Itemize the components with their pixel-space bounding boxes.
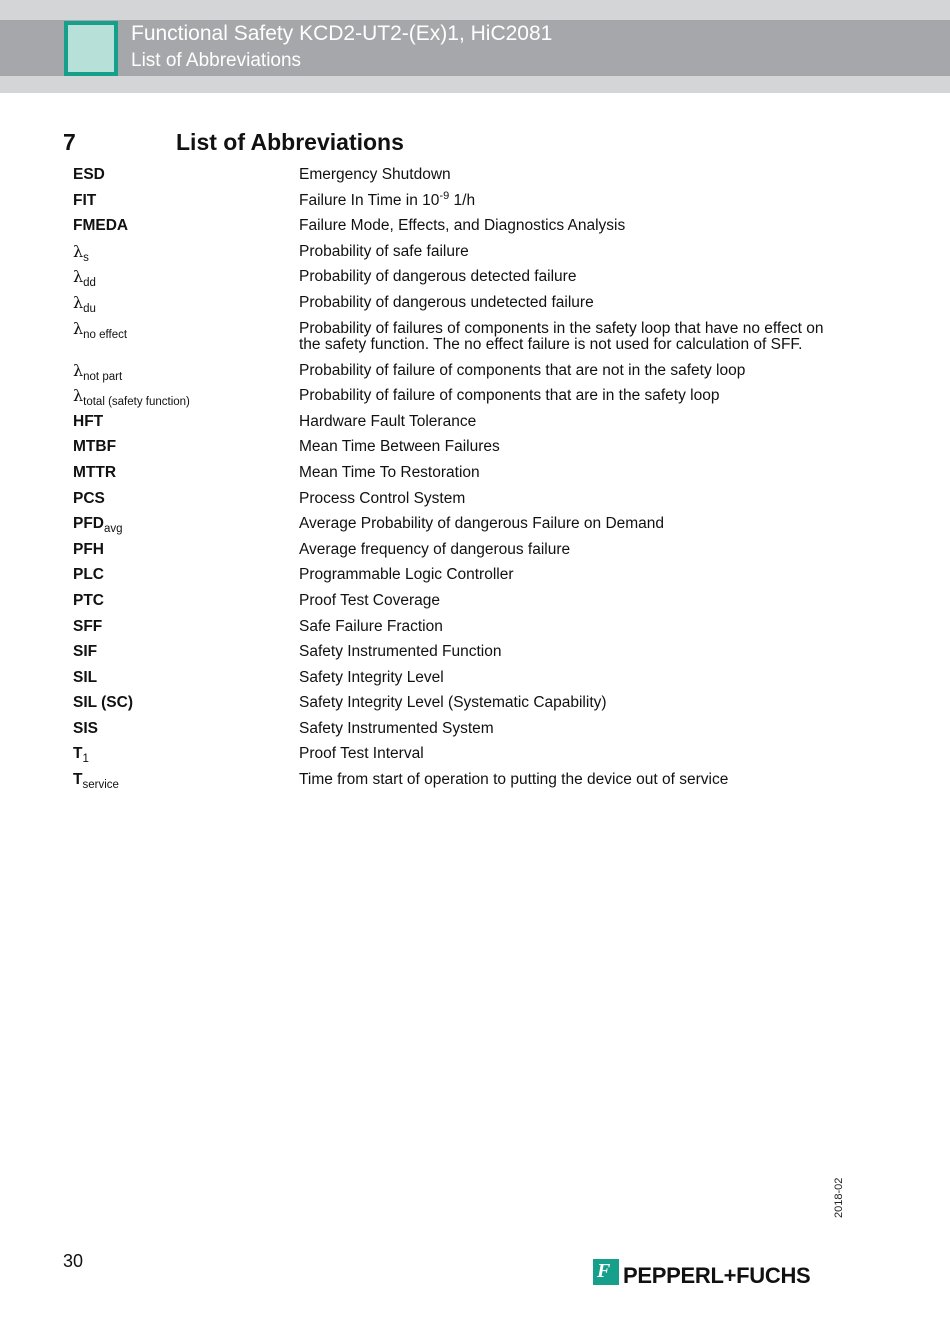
abbreviation-term: SIL (SC): [73, 694, 133, 712]
abbreviation-definition: Safety Instrumented Function: [299, 643, 502, 661]
abbreviation-definition: Average frequency of dangerous failure: [299, 540, 571, 558]
abbreviation-definition: Probability of dangerous undetected failure: [299, 293, 594, 311]
term-subscript: not part: [83, 370, 123, 383]
abbreviation-row: [73, 668, 873, 694]
brand-name: PEPPERL+FUCHS: [623, 1263, 811, 1288]
abbreviation-row: [73, 693, 873, 719]
abbreviation-term: SFF: [73, 617, 103, 635]
abbreviation-term: SIL: [73, 668, 98, 686]
abbreviation-term: [73, 770, 119, 790]
abbreviation-row: [73, 437, 873, 463]
abbreviation-definition: Programmable Logic Controller: [299, 566, 514, 584]
abbreviation-row: [73, 463, 873, 489]
abbreviation-term: PCS: [73, 489, 105, 507]
header-bottom-strip: [0, 76, 950, 93]
abbreviation-row: [73, 514, 873, 540]
abbreviation-row: [73, 489, 873, 515]
term-subscript: du: [83, 302, 96, 315]
abbreviation-definition: Safety Integrity Level: [299, 668, 444, 686]
abbreviation-term: MTTR: [73, 463, 117, 481]
abbreviation-definition: Probability of failure of components that are not in the safety loop: [299, 361, 746, 379]
lambda-symbol: λ: [73, 386, 84, 406]
term-subscript: s: [83, 251, 89, 264]
lambda-symbol: λ: [73, 360, 84, 380]
abbreviation-row: [73, 565, 873, 591]
abbreviation-row: [73, 361, 873, 387]
header-top-strip: [0, 0, 950, 20]
abbreviation-row: [73, 412, 873, 438]
document-subtitle: List of Abbreviations: [131, 50, 302, 71]
abbreviation-term: FIT: [73, 191, 97, 209]
abbreviation-term: [73, 386, 190, 407]
section-number: 7: [63, 129, 76, 155]
abbreviation-term: [73, 319, 127, 340]
abbreviation-term: HFT: [73, 412, 104, 430]
term-subscript: avg: [104, 523, 123, 536]
abbreviation-definition: Probability of failures of components in the safety loop that have no effect on the safety function. The no effect failure is not used for calculation of SFF.: [299, 319, 824, 353]
header-square-icon: [64, 21, 118, 76]
abbreviation-definition: Safety Instrumented System: [299, 719, 494, 737]
brand-mark: F: [597, 1260, 611, 1282]
section-title: List of Abbreviations: [176, 129, 404, 155]
abbreviation-row: [73, 165, 873, 191]
abbreviation-definition: Safe Failure Fraction: [299, 617, 443, 635]
abbreviation-definition: Proof Test Coverage: [299, 591, 441, 609]
definition-exponent: -9: [439, 189, 450, 202]
term-subscript: service: [82, 779, 119, 792]
document-title: Functional Safety KCD2-UT2-(Ex)1, HiC2081: [131, 22, 553, 45]
abbreviation-definition: Mean Time To Restoration: [299, 463, 480, 481]
abbreviation-row: [73, 540, 873, 566]
term-base: PFD: [73, 515, 104, 533]
term-subscript: total (safety function): [83, 396, 190, 409]
abbreviation-row: [73, 591, 873, 617]
abbreviation-row: [73, 617, 873, 643]
abbreviation-definition: Emergency Shutdown: [299, 166, 451, 183]
abbreviation-term: PTC: [73, 591, 104, 609]
abbreviation-row: [73, 770, 873, 796]
lambda-symbol: λ: [73, 292, 84, 312]
abbreviation-term: [73, 293, 96, 314]
term-base: T: [73, 771, 83, 789]
lambda-symbol: λ: [73, 241, 84, 261]
abbreviation-definition: Failure Mode, Effects, and Diagnostics Analysis: [299, 217, 626, 235]
term-subscript: 1: [82, 753, 89, 766]
abbreviation-term: [73, 361, 122, 382]
abbreviation-row: [73, 642, 873, 668]
abbreviation-row: [73, 267, 873, 293]
abbreviation-row: [73, 719, 873, 745]
lambda-symbol: λ: [73, 318, 84, 338]
definition-text: Failure In Time in 10: [299, 191, 440, 209]
abbreviation-row: [73, 319, 873, 361]
abbreviation-term: SIS: [73, 719, 98, 737]
abbreviation-definition: Probability of dangerous detected failure: [299, 268, 577, 286]
abbreviation-term: ESD: [73, 166, 105, 183]
definition-text: 1/h: [449, 191, 476, 209]
revision-date: 2018-02: [833, 1177, 845, 1218]
abbreviation-term: SIF: [73, 643, 98, 661]
abbreviation-definition: Safety Integrity Level (Systematic Capability): [299, 694, 607, 712]
abbreviation-term: MTBF: [73, 438, 117, 456]
abbreviation-definition: Process Control System: [299, 489, 466, 507]
page-number: 30: [63, 1251, 84, 1271]
abbreviation-definition: Proof Test Interval: [299, 745, 424, 763]
abbreviation-term: [73, 514, 123, 534]
abbreviation-list: [73, 165, 873, 796]
abbreviation-definition: Time from start of operation to putting the device out of service: [299, 771, 729, 789]
abbreviation-definition: Probability of failure of components that are in the safety loop: [299, 387, 720, 405]
brand-logo-icon: [593, 1259, 619, 1285]
abbreviation-term: [73, 242, 89, 263]
abbreviation-row: [73, 191, 873, 217]
abbreviation-row: [73, 216, 873, 242]
abbreviation-definition: [299, 191, 839, 209]
abbreviation-row: [73, 242, 873, 268]
abbreviation-row: [73, 744, 873, 770]
abbreviation-row: [73, 386, 873, 412]
term-base: T: [73, 745, 83, 763]
abbreviation-term: FMEDA: [73, 217, 129, 235]
lambda-symbol: λ: [73, 267, 84, 287]
term-subscript: no effect: [83, 328, 128, 341]
term-subscript: dd: [83, 277, 96, 290]
abbreviation-term: [73, 744, 89, 764]
abbreviation-definition: Mean Time Between Failures: [299, 438, 500, 456]
abbreviation-definition: Probability of safe failure: [299, 242, 469, 260]
abbreviation-term: PFH: [73, 540, 104, 558]
abbreviation-definition: Hardware Fault Tolerance: [299, 412, 477, 430]
abbreviation-term: PLC: [73, 566, 104, 584]
abbreviation-row: [73, 293, 873, 319]
abbreviation-term: [73, 267, 96, 288]
abbreviation-definition: Average Probability of dangerous Failure on Demand: [299, 515, 665, 533]
